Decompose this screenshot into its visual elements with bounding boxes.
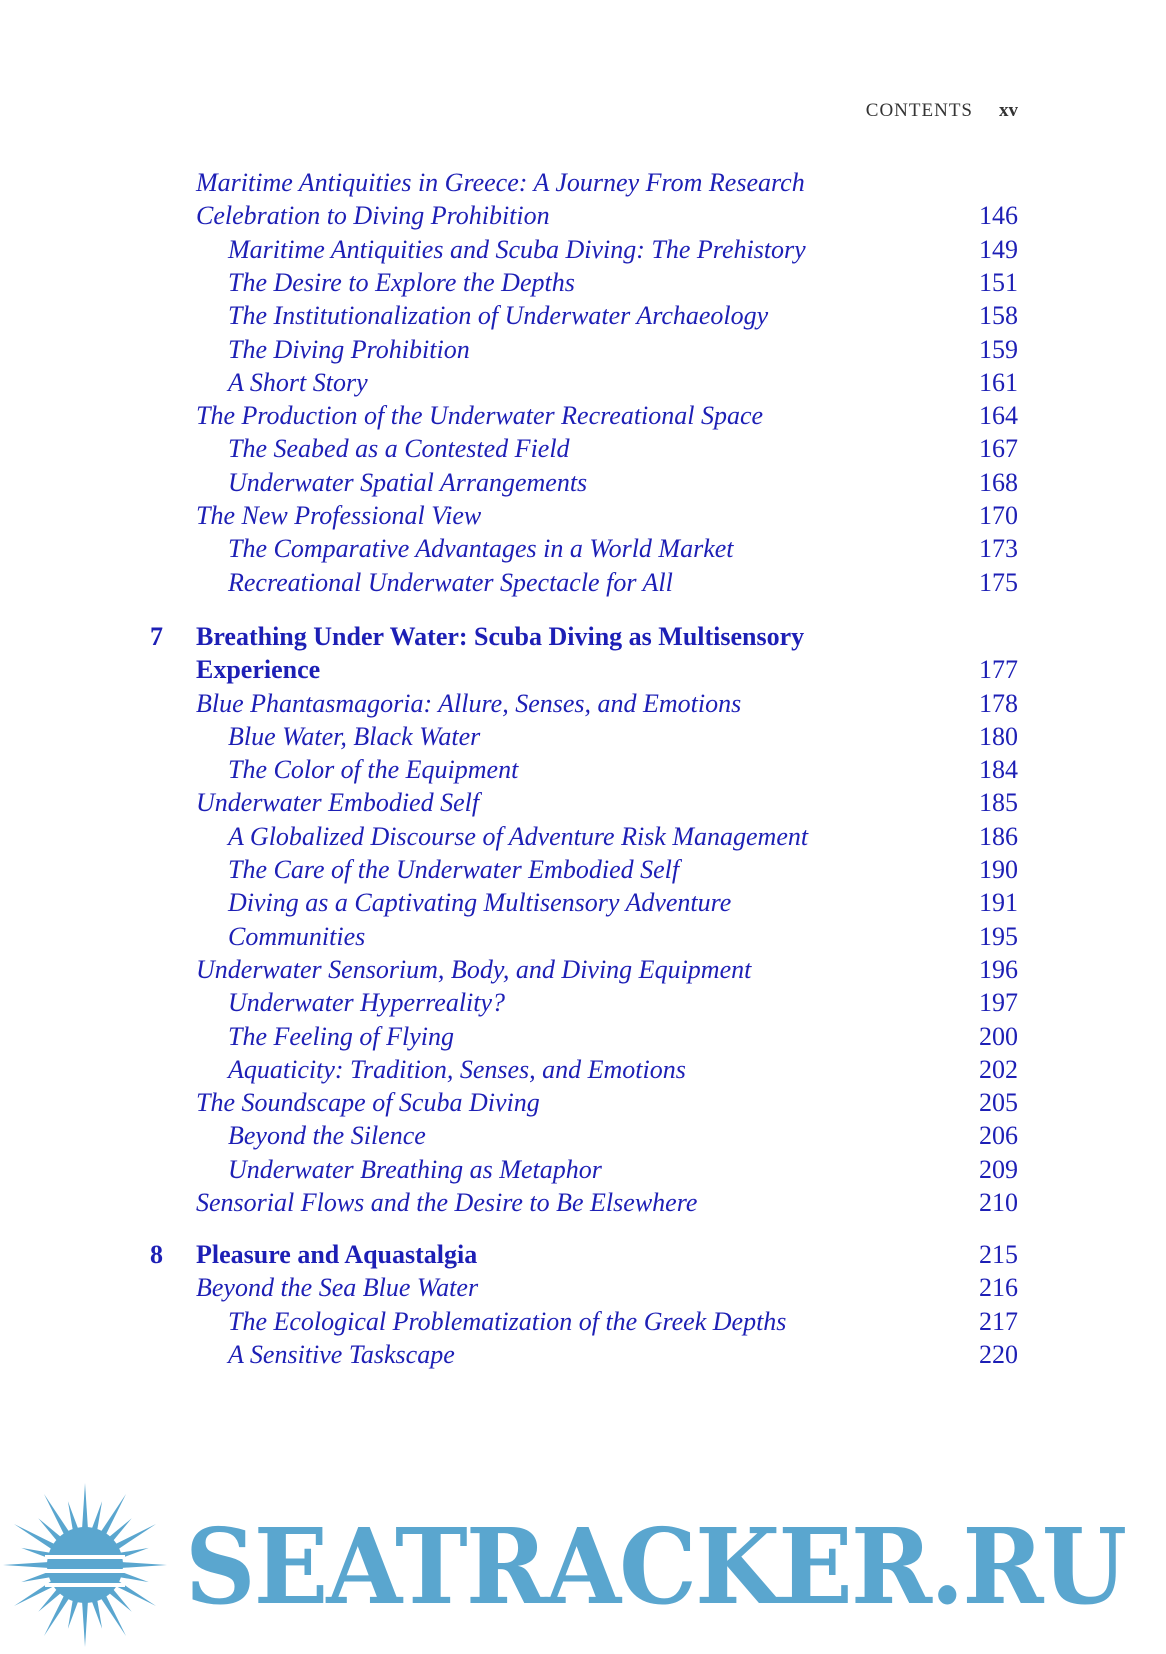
toc-entry-title: Experience — [196, 655, 321, 684]
toc-entry-title: Sensorial Flows and the Desire to Be Elsewhere — [196, 1188, 698, 1217]
sun-disc — [47, 1527, 123, 1603]
toc-entry — [0, 233, 1166, 267]
toc-entry — [0, 853, 1166, 887]
toc-page-number: 151 — [979, 268, 1018, 297]
toc-entry-title: A Globalized Discourse of Adventure Risk Management — [228, 822, 809, 851]
toc-entry — [0, 986, 1166, 1020]
toc-page-number: 206 — [979, 1121, 1018, 1150]
toc-entry — [0, 786, 1166, 820]
toc-entry-title: The Care of the Underwater Embodied Self — [228, 855, 680, 884]
sun-ray — [44, 1494, 71, 1537]
toc-entry-title: The Seabed as a Contested Field — [228, 434, 570, 463]
toc-entry — [0, 753, 1166, 787]
toc-page-number: 190 — [979, 855, 1018, 884]
toc-entry — [0, 399, 1166, 433]
toc-entry-title: The Institutionalization of Underwater Archaeology — [228, 301, 769, 330]
sun-ray — [14, 1524, 57, 1551]
toc-entry-title: Celebration to Diving Prohibition — [196, 201, 550, 230]
sun-ray — [3, 1562, 51, 1568]
toc-page-number: 185 — [979, 788, 1018, 817]
toc-entry-title: Maritime Antiquities and Scuba Diving: The Prehistory — [228, 235, 806, 264]
toc-entry-title: Aquaticity: Tradition, Senses, and Emotions — [228, 1055, 686, 1084]
toc-page-number: 215 — [979, 1240, 1018, 1269]
toc-entry-title: Blue Phantasmagoria: Allure, Senses, and Emotions — [196, 689, 742, 718]
sun-icon — [3, 1483, 167, 1647]
toc-entry — [0, 199, 1166, 233]
toc-page-number: 205 — [979, 1088, 1018, 1117]
toc-entry — [0, 432, 1166, 466]
sun-ray — [119, 1562, 167, 1568]
toc-entry-title: Maritime Antiquities in Greece: A Journey From Research — [196, 168, 805, 197]
toc-entry — [0, 1119, 1166, 1153]
toc-page-number: 202 — [979, 1055, 1018, 1084]
toc-page-number: 173 — [979, 534, 1018, 563]
toc-entry — [0, 566, 1166, 600]
toc-chapter-row — [0, 620, 1166, 654]
toc-entry — [0, 1271, 1166, 1305]
toc-entry-title: Underwater Embodied Self — [196, 788, 480, 817]
toc-page-number: 168 — [979, 468, 1018, 497]
toc-entry — [0, 166, 1166, 200]
toc-entry-title: Underwater Sensorium, Body, and Diving Equipment — [196, 955, 752, 984]
toc-entry-title: The Production of the Underwater Recreational Space — [196, 401, 764, 430]
toc-page-number: 146 — [979, 201, 1018, 230]
sun-ray — [44, 1593, 71, 1636]
toc-page-number: 184 — [979, 755, 1018, 784]
toc-entry — [0, 333, 1166, 367]
toc-entry — [0, 1086, 1166, 1120]
toc-entry-title: Underwater Hyperreality? — [228, 988, 506, 1017]
toc-entry — [0, 886, 1166, 920]
toc-entry — [0, 687, 1166, 721]
toc-entry — [0, 953, 1166, 987]
toc-entry — [0, 499, 1166, 533]
toc-page-number: 164 — [979, 401, 1018, 430]
toc-page-number: 200 — [979, 1022, 1018, 1051]
toc-chapter-row — [0, 1238, 1166, 1272]
toc-entry-title: The Desire to Explore the Depths — [228, 268, 575, 297]
toc-page-number: 170 — [979, 501, 1018, 530]
toc-entry — [0, 1153, 1166, 1187]
toc-entry-title: The Feeling of Flying — [228, 1022, 455, 1051]
toc-entry-title: Underwater Breathing as Metaphor — [228, 1155, 602, 1184]
toc-entry-title: Beyond the Sea Blue Water — [196, 1273, 479, 1302]
toc-entry — [0, 266, 1166, 300]
toc-page-number: 178 — [979, 689, 1018, 718]
sun-ray — [99, 1494, 126, 1537]
toc-entry-title: A Short Story — [228, 368, 368, 397]
toc-page-number: 196 — [979, 955, 1018, 984]
toc-entry-title: The New Professional View — [196, 501, 482, 530]
toc-page-number: 175 — [979, 568, 1018, 597]
sun-wave-line — [45, 1555, 125, 1559]
toc-entry-title: Communities — [228, 922, 366, 951]
watermark-text: SEATRACKER.RU — [185, 1505, 1126, 1628]
toc-entry-title: Blue Water, Black Water — [228, 722, 481, 751]
toc-page-number: 177 — [979, 655, 1018, 684]
running-head — [866, 100, 1018, 122]
sun-wave-line — [45, 1583, 125, 1587]
toc-entry-title: Breathing Under Water: Scuba Diving as Multisensory — [196, 622, 805, 651]
running-head-section: CONTENTS — [865, 100, 973, 121]
toc-entry-title: The Diving Prohibition — [228, 335, 470, 364]
sun-wave-line — [45, 1569, 125, 1573]
toc-entry-title: The Ecological Problematization of the Greek Depths — [228, 1307, 787, 1336]
toc-entry-title: The Soundscape of Scuba Diving — [196, 1088, 540, 1117]
toc-page-number: 161 — [979, 368, 1018, 397]
toc-page-number: 216 — [979, 1273, 1018, 1302]
toc-page-number: 217 — [979, 1307, 1018, 1336]
toc-chapter-row — [0, 653, 1166, 687]
toc-page-number: 186 — [979, 822, 1018, 851]
toc-entry-title: Beyond the Silence — [228, 1121, 426, 1150]
toc-page-number: 158 — [979, 301, 1018, 330]
toc-entry — [0, 1186, 1166, 1220]
toc-entry — [0, 1020, 1166, 1054]
toc-entry-title: Diving as a Captivating Multisensory Adventure — [228, 888, 732, 917]
toc-page-number: 167 — [979, 434, 1018, 463]
sun-ray — [82, 1483, 88, 1531]
toc-entry-title: A Sensitive Taskscape — [228, 1340, 455, 1369]
sun-ray — [82, 1599, 88, 1647]
toc-page-number: 195 — [979, 922, 1018, 951]
toc-page-number: 149 — [979, 235, 1018, 264]
running-head-page-number: xv — [999, 100, 1018, 121]
toc-entry — [0, 299, 1166, 333]
toc-entry — [0, 1305, 1166, 1339]
toc-page-number: 220 — [979, 1340, 1018, 1369]
toc-entry — [0, 1338, 1166, 1372]
toc-entry-title: Recreational Underwater Spectacle for All — [228, 568, 673, 597]
sun-ray — [99, 1593, 126, 1636]
toc-entry — [0, 720, 1166, 754]
toc-entry — [0, 1053, 1166, 1087]
toc-entry-title: Underwater Spatial Arrangements — [228, 468, 588, 497]
toc-entry — [0, 366, 1166, 400]
toc-page-number: 191 — [979, 888, 1018, 917]
toc-page-number: 197 — [979, 988, 1018, 1017]
toc-page-number: 209 — [979, 1155, 1018, 1184]
chapter-number: 7 — [150, 622, 163, 651]
toc-entry-title: Pleasure and Aquastalgia — [196, 1240, 478, 1269]
toc-entry — [0, 466, 1166, 500]
sun-ray — [113, 1524, 156, 1551]
toc-page-number: 210 — [979, 1188, 1018, 1217]
chapter-number: 8 — [150, 1240, 163, 1269]
toc-entry-title: The Color of the Equipment — [228, 755, 519, 784]
toc-entry — [0, 920, 1166, 954]
toc-entry — [0, 820, 1166, 854]
toc-entry — [0, 532, 1166, 566]
toc-page-number: 180 — [979, 722, 1018, 751]
toc-entry-title: The Comparative Advantages in a World Market — [228, 534, 734, 563]
toc-page-number: 159 — [979, 335, 1018, 364]
